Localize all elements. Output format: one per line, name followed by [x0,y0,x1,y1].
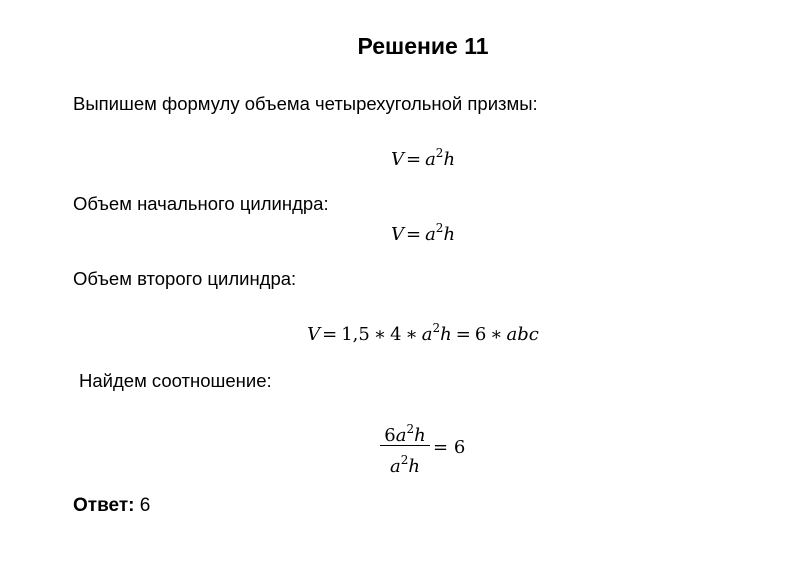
step3-text: Объем второго цилиндра: [73,268,297,289]
formula-equals: = [405,224,422,245]
formula-var-h: h [443,224,456,245]
formula-coef-3: 6 [474,324,487,345]
formula-var-v: V [307,324,321,345]
step1-text: Выпишем формулу объема четырехугольной призмы: [73,93,538,114]
ratio-result [433,436,465,460]
formula-var-a: a [421,324,433,345]
step2-text: Объем начального цилиндра: [73,193,329,214]
step3-formula [0,316,792,347]
answer-label: Ответ: [73,495,135,516]
denominator-exponent: 2 [400,453,409,467]
formula-exponent: 2 [432,321,441,335]
step2-formula [0,216,792,247]
formula-var-h: h [443,149,456,170]
ratio-fraction [380,417,430,479]
numerator-exponent: 2 [406,422,415,436]
fraction-denominator [380,448,430,479]
formula-multiply: ∗ [405,324,418,345]
answer-line [73,494,150,518]
step1-formula [0,141,792,172]
formula-var-v: V [390,149,404,170]
solution-title: Решение 11 [357,33,489,59]
denominator-var-h: h [408,456,420,477]
ratio-equals: = [433,437,449,458]
numerator-coef: 6 [384,425,396,446]
answer-value: 6 [139,495,151,516]
formula-coef-1: 1,5 [341,324,370,345]
formula-equals: = [405,149,422,170]
formula-var-a: a [425,149,436,170]
formula-multiply: ∗ [490,324,503,345]
formula-coef-2: 4 [390,324,402,345]
formula-var-v: V [390,224,404,245]
formula-equals-2: = [455,324,471,345]
formula-equals: = [322,324,338,345]
formula-var-a: a [425,224,436,245]
formula-var-h: h [440,324,452,345]
fraction-numerator [380,417,430,446]
formula-vars-abc: abc [506,324,539,345]
formula-exponent: 2 [435,221,444,235]
numerator-var-h: h [414,425,426,446]
formula-exponent: 2 [435,146,444,160]
numerator-var-a: a [395,425,407,446]
denominator-var-a: a [390,456,401,477]
ratio-value: 6 [453,437,466,458]
formula-multiply: ∗ [373,324,387,345]
step4-text: Найдем соотношение: [79,370,272,391]
